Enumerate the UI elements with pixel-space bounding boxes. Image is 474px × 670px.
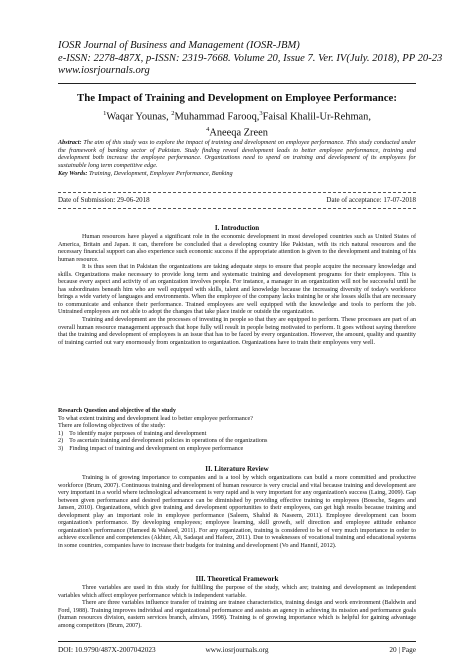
objective-item: 1) To identify major purposes of training and development [58, 430, 207, 437]
introduction-body [58, 234, 416, 347]
author-line-2 [40, 124, 434, 140]
objective-item: 3) Finding impact of training and development on employee performance [58, 445, 244, 452]
paragraph: Three variables are used in this study for fulfilling the purpose of the study, which are; training and development as independent variables which affect employee performance which is independent variable. [58, 585, 416, 599]
author-sup: 1 [103, 110, 107, 117]
literature-body [58, 475, 416, 550]
submission-date: Date of Submission: 29-06-2018 [58, 196, 150, 204]
research-questions [58, 408, 416, 453]
page-number: 20 | Page [389, 645, 416, 654]
doi[interactable]: DOI: 10.9790/487X-2007042023 [58, 645, 156, 654]
section-heading-theory: III. Theoretical Framework [195, 575, 279, 583]
section-heading-introduction: I. Introduction [214, 224, 260, 232]
author-name: Waqar Younas, [106, 111, 172, 123]
author-name: Faisal Khalil-Ur-Rehman, [262, 111, 371, 123]
dates-rule-bottom [58, 208, 416, 209]
paragraph: Human resources have played a significant role in the economic development in most developed countries such as United States of America, Britain and Japan. it can, therefore be concluded that a developing country like Pakistan, with its rich natural resources and the necessary financial support can also experience such economic success if the appropriate attention is given to the development and training of his human resource. [58, 234, 416, 263]
author-list [40, 108, 434, 140]
footer-site[interactable]: www.iosrjournals.org [205, 645, 269, 654]
author-name: Muhammad Farooq, [174, 111, 260, 123]
journal-name: IOSR Journal of Business and Management (IOSR-JBM) [58, 40, 300, 51]
author-sup: 3 [259, 110, 263, 117]
paragraph: Training and development are the processes of investing in people so that they are equipped to perform. These processes are part of an overall human resource management approach that hope fully will result in people being motivated to perform. It goes without saying therefore that the training and development of employees is an issue that has to be faced by every organization. However, the amount, quality and quantity of training carried out vary enormously from organization to organization. Organizations have to train their employees very well. [58, 317, 416, 346]
author-name: Aneeqa Zreen [209, 127, 268, 139]
footer-rule [58, 641, 416, 642]
author-line-1 [40, 108, 434, 124]
abstract-body [58, 139, 416, 170]
journal-url[interactable]: www.iosrjournals.org [58, 65, 150, 77]
acceptance-date: Date of acceptance: 17-07-2018 [326, 196, 416, 204]
abstract [58, 139, 416, 178]
abstract-label: Abstract: [58, 139, 82, 146]
objective-item: 2) To ascertain training and development policies in operations of the organizations [58, 438, 268, 445]
research-heading: Research Question and objective of the study [58, 408, 176, 414]
paper-title: The Impact of Training and Development on Employee Performance: [77, 92, 397, 104]
paragraph: It is thus seen that in Pakistan the organizations are taking adequate steps to ensure that people acquire the necessary knowledge and skills. Organizations make necessary to provide long term and systematic training and development programs for their employees. This is because every aspect and activity of an organization involves people. For instance, a manager in an organization will not be successful until he has subordinates beneath him who are well equipped with skills, talent and knowledge because the increasing diversity of today's workforce brings a wide variety of languages and environments. When the employee of the company lacks training he or she losses skills that are necessary to communicate and enhance their performance. Trained employees are well equipped with the knowledge and tools to perform the job. Untrained employees are not able to adopt the changes that take place inside or outside the organization. [58, 264, 416, 316]
abstract-text: The aim of this study was to explore the impact of training and development on employee performance. This study conducted under the framework of banking sector of Pakistan. Study finding reveal development leads to better employee performance, training and development both increase the employee performance. Organizations need to spend on training and development of its employees for sustainable long term competitive edge. [58, 139, 416, 170]
author-sup: 4 [206, 125, 210, 133]
objectives-intro: There are following objectives of the study: [58, 423, 166, 430]
dates-rule-top [58, 192, 416, 193]
header-rule [58, 83, 416, 84]
keywords [58, 170, 416, 178]
paragraph: Training is of growing importance to companies and is a tool by which organizations can build a more committed and productive workforce (Brum, 2007). Continuous training and development of human resource is very crucial and vital because training and development are very important in a world where technological advancement is very rapid and is very important for any organization's success (Laing, 2009). Gap between given performance and desired performance can be diminished by providing effective training to employees (Bossche, Segers and Jansen, 2010). Organizations, which give training and development opportunities to their employees, can get high results because training and development play an important role in employee performance (Saleem, Shahid & Naseem, 2011). Employee development can boom organization's performance. By developing employees; employee learning, skill growth, self direction and employee attitude enhance organization's performance (Hameed & Waheed, 2011). For any organization, training is considered to be of very much importance in order to achieve excellence and competencies (Akhter, Ali, Sadaqat and Hafeez, 2011). Due to weaknesses of vocational training and educational systems in some countries, companies have to increase their budgets for training and development (Vo and Hannif, 2012). [58, 475, 416, 549]
keywords-label: Key Words: [58, 169, 88, 177]
paragraph: There are three variables influence transfer of training are trainee characteristics, training design and work environment (Baldwin and Ford, 1988). Training improves individual and organizational performance and assists an agency in achieving its mission and performance goals (human resources division, eastern services branch, afm/ars, 1998). Training is of growing importance which is helpful for gaining advantage among competitors (Brum, 2007). [58, 600, 416, 629]
keywords-text: Training, Development, Employee Performance, Banking [87, 169, 233, 177]
author-sup: 2 [171, 110, 175, 117]
section-heading-literature: II. Literature Review [205, 465, 269, 473]
theory-body [58, 585, 416, 630]
journal-header [58, 40, 443, 78]
journal-issn: e-ISSN: 2278-487X, p-ISSN: 2319-7668. Volume 20, Issue 7. Ver. IV(July. 2018), PP 20-23 [58, 52, 443, 64]
research-question: To what extent training and development lead to better employee performance? [58, 415, 253, 422]
